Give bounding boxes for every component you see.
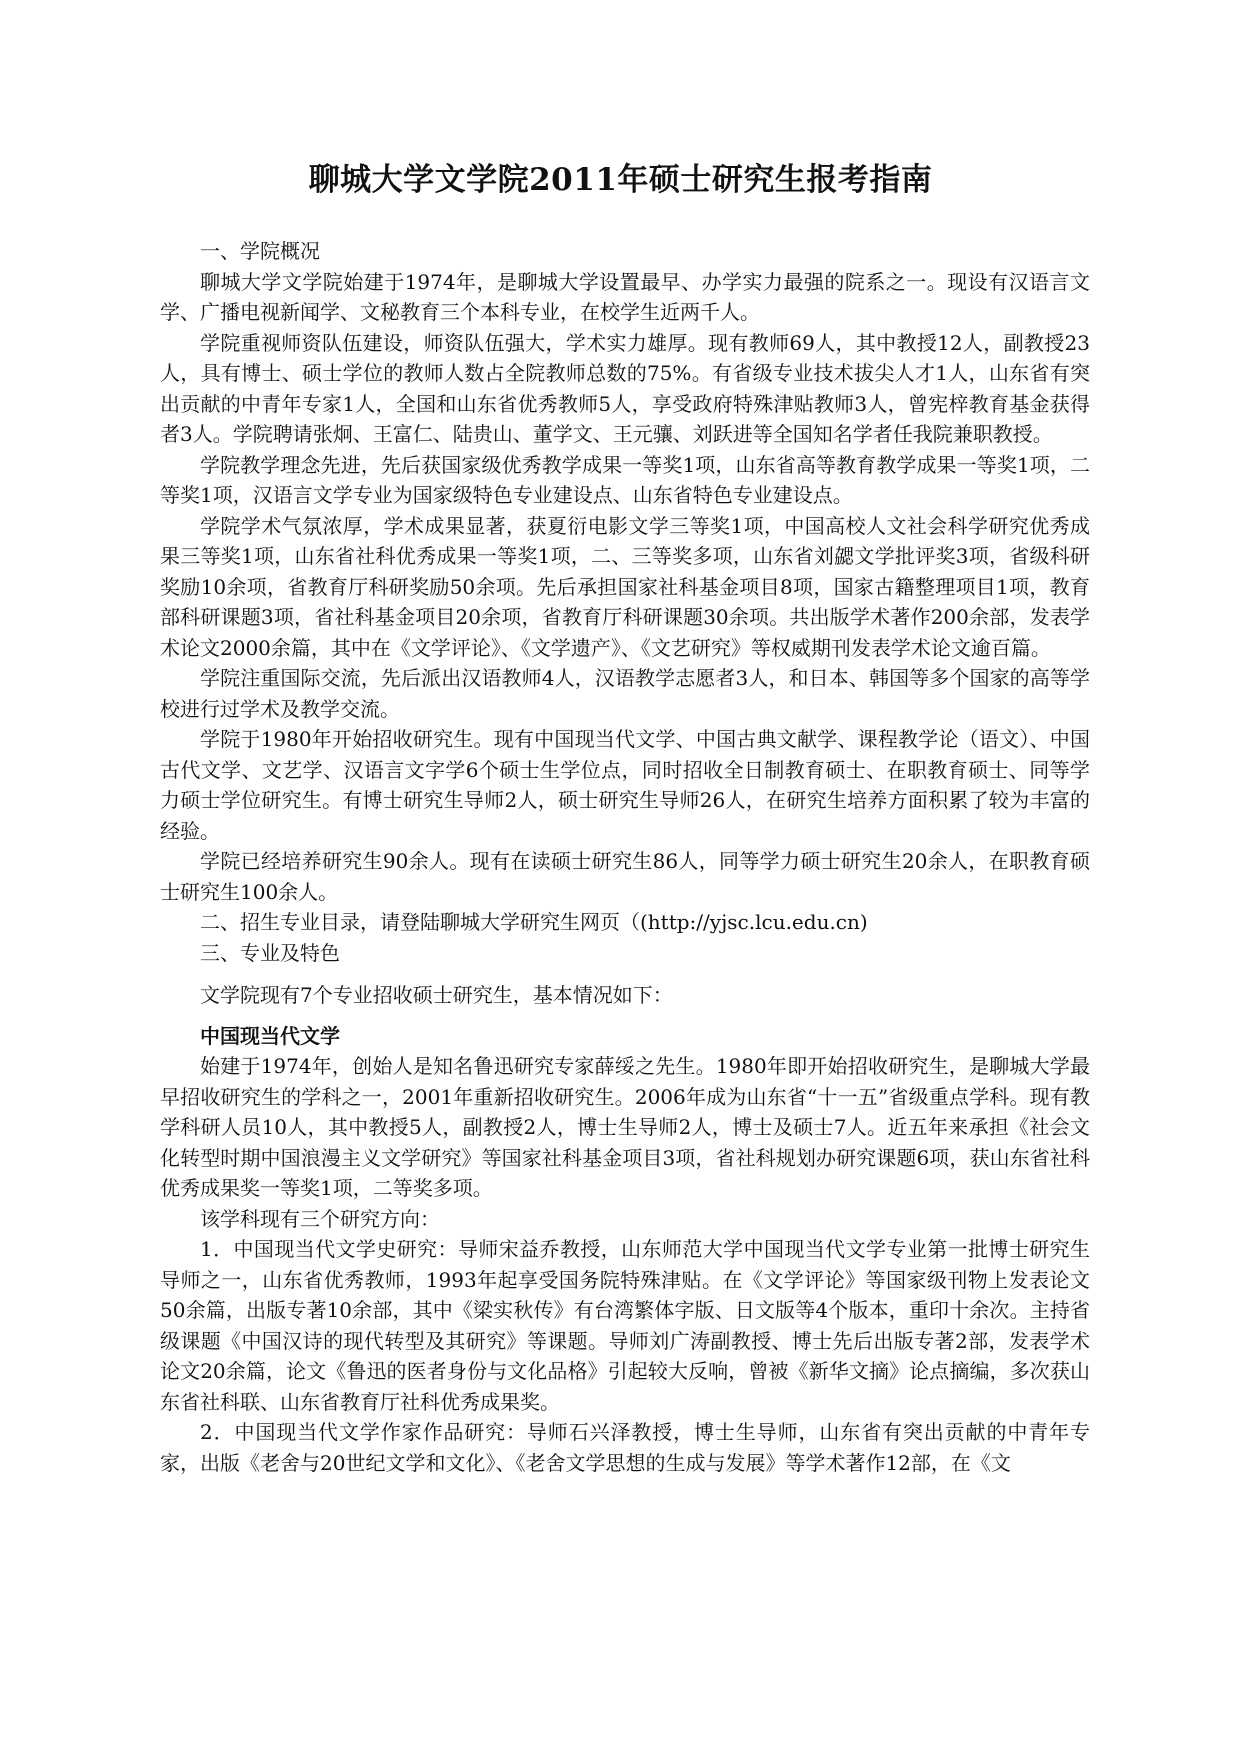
paragraph: 该学科现有三个研究方向： bbox=[200, 1206, 440, 1231]
section-heading-majors: 三、专业及特色 bbox=[200, 940, 340, 965]
paragraph: 学院教学理念先进，先后获国家级优秀教学成果一等奖1项，山东省高等教育教学成果一等奖1项，二等奖1项，汉语言文学专业为国家级特色专业建设点、山东省特色专业建设点。 bbox=[160, 452, 1090, 507]
document-body bbox=[160, 236, 1090, 1478]
paragraph: 学院注重国际交流，先后派出汉语教师4人，汉语教学志愿者3人，和日本、韩国等多个国家的高等学校进行过学术及教学交流。 bbox=[160, 666, 1090, 721]
section-heading-overview: 一、学院概况 bbox=[200, 239, 320, 263]
paragraph: 学院学术气氛浓厚，学术成果显著，获夏衍电影文学三等奖1项，中国高校人文社会科学研究优秀成果三等奖1项，山东省社科优秀成果一等奖1项，二、三等奖多项，山东省刘勰文学批评奖3项，省级科研奖励10余项，省教育厅科研奖励50余项。先后承担国家社科基金项目8项，国家古籍整理项目1项，教育部科研课题3项，省社科基金项目20余项，省教育厅科研课题30余项。共出版学术著作200余部，发表学术论文2000余篇，其中在《文学评论》、《文学遗产》、《文艺研究》等权威期刊发表学术论文逾百篇。 bbox=[160, 513, 1090, 660]
page-title: 聊城大学文学院2011年硕士研究生报考指南 bbox=[308, 162, 933, 198]
paragraph: 学院重视师资队伍建设，师资队伍强大，学术实力雄厚。现有教师69人，其中教授12人，副教授23人，具有博士、硕士学位的教师人数占全院教师总数的75%。有省级专业技术拔尖人才1人，山东省有突出贡献的中青年专家1人，全国和山东省优秀教师5人，享受政府特殊津贴教师3人，曾宪梓教育基金获得者3人。学院聘请张炯、王富仁、陆贵山、董学文、王元骧、刘跃进等全国知名学者任我院兼职教授。 bbox=[160, 330, 1090, 446]
list-item: 1．中国现当代文学史研究：导师宋益乔教授，山东师范大学中国现当代文学专业第一批博士研究生导师之一，山东省优秀教师，1993年起享受国务院特殊津贴。在《文学评论》等国家级刊物上发表论文50余篇，出版专著10余部，其中《梁实秋传》有台湾繁体字版、日文版等4个版本，重印十余次。主持省级课题《中国汉诗的现代转型及其研究》等课题。导师刘广涛副教授、博士先后出版专著2部，发表学术论文20余篇，论文《鲁迅的医者身份与文化品格》引起较大反响，曾被《新华文摘》论点摘编，多次获山东省社科联、山东省教育厅社科优秀成果奖。 bbox=[160, 1237, 1090, 1414]
paragraph: 学院已经培养研究生90余人。现有在读硕士研究生86人，同等学力硕士研究生20余人，在职教育硕士研究生100余人。 bbox=[160, 849, 1090, 904]
subsection-heading: 中国现当代文学 bbox=[200, 1023, 340, 1048]
paragraph: 文学院现有7个专业招收硕士研究生，基本情况如下： bbox=[200, 983, 673, 1007]
paragraph: 学院于1980年开始招收研究生。现有中国现当代文学、中国古典文献学、课程教学论（语文）、中国古代文学、文艺学、汉语言文字学6个硕士生学位点，同时招收全日制教育硕士、在职教育硕士、同等学力硕士学位研究生。有博士研究生导师2人，硕士研究生导师26人，在研究生培养方面积累了较为丰富的经验。 bbox=[160, 727, 1090, 843]
section-heading-catalog: 二、招生专业目录，请登陆聊城大学研究生网页（(http://yjsc.lcu.edu.cn) bbox=[200, 910, 868, 934]
paragraph: 始建于1974年，创始人是知名鲁迅研究专家薛绥之先生。1980年即开始招收研究生，是聊城大学最早招收研究生的学科之一，2001年重新招收研究生。2006年成为山东省“十一五”省级重点学科。现有教学科研人员10人，其中教授5人，副教授2人，博士生导师2人，博士及硕士7人。近五年来承担《社会文化转型时期中国浪漫主义文学研究》等国家社科基金项目3项，省社科规划办研究课题6项，获山东省社科优秀成果奖一等奖1项，二等奖多项。 bbox=[160, 1054, 1090, 1200]
list-item: 2．中国现当代文学作家作品研究：导师石兴泽教授，博士生导师，山东省有突出贡献的中青年专家，出版《老舍与20世纪文学和文化》、《老舍文学思想的生成与发展》等学术著作12部，在《文 bbox=[160, 1420, 1090, 1475]
paragraph: 聊城大学文学院始建于1974年，是聊城大学设置最早、办学实力最强的院系之一。现设有汉语言文学、广播电视新闻学、文秘教育三个本科专业，在校学生近两千人。 bbox=[160, 269, 1090, 324]
